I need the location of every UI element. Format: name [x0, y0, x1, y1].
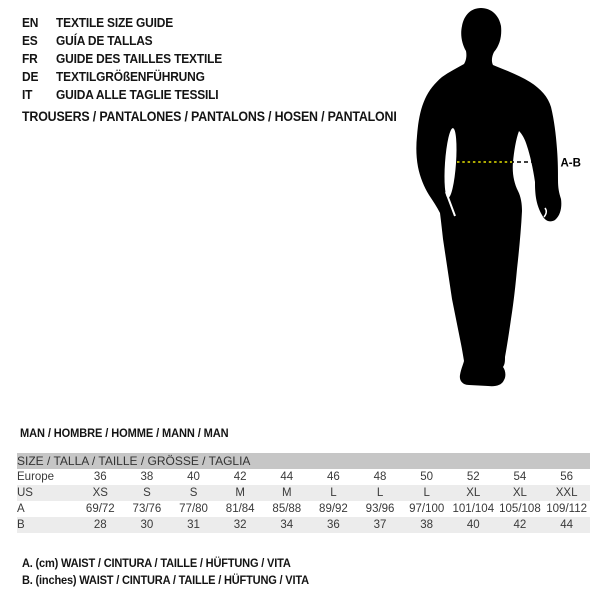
footnotes — [22, 555, 334, 589]
cell: XL — [466, 487, 481, 499]
table-row-us — [17, 485, 590, 501]
cell: 69/72 — [85, 503, 115, 515]
row-label: A — [17, 503, 25, 515]
footnote-a: A. (cm) WAIST / CINTURA / TAILLE / HÜFTUNG / VITA — [22, 556, 291, 570]
row-label: US — [17, 487, 33, 499]
language-row-es — [22, 31, 222, 49]
language-code: IT — [22, 86, 33, 102]
size-table — [17, 453, 590, 533]
language-label: GUIDE DES TAILLES TEXTILE — [56, 50, 222, 66]
cell: XS — [92, 487, 108, 499]
cell: 40 — [187, 471, 200, 483]
cell: 97/100 — [409, 503, 445, 515]
garment-category-title: TROUSERS / PANTALONES / PANTALONS / HOSEN / PANTALONI — [22, 109, 397, 124]
language-label: GUIDA ALLE TAGLIE TESSILI — [56, 86, 219, 102]
cell: 30 — [140, 519, 154, 531]
man-silhouette — [416, 8, 561, 386]
cell: 89/92 — [319, 503, 348, 515]
man-silhouette-figure — [405, 0, 595, 400]
row-label: Europe — [17, 471, 55, 483]
size-table-header: SIZE / TALLA / TAILLE / GRÖSSE / TAGLIA — [17, 453, 590, 469]
language-label: TEXTILE SIZE GUIDE — [56, 14, 174, 30]
table-row-b-inches — [17, 517, 590, 533]
man-silhouette-svg — [405, 0, 595, 400]
cell: 40 — [466, 519, 480, 531]
cell: 38 — [420, 519, 434, 531]
cell: S — [143, 487, 151, 499]
cell: M — [235, 487, 245, 499]
cell: 48 — [373, 471, 387, 483]
cell: 81/84 — [225, 503, 255, 515]
cell: 54 — [513, 471, 527, 483]
cell: L — [376, 487, 384, 499]
measure-label: A-B — [560, 157, 581, 170]
cell: 32 — [233, 519, 247, 531]
cell: L — [330, 487, 337, 499]
language-label: TEXTILGRÖßENFÜHRUNG — [56, 68, 205, 84]
cell: 31 — [187, 519, 200, 531]
cell: 42 — [233, 471, 247, 483]
cell: 56 — [560, 471, 574, 483]
cell: M — [282, 487, 292, 499]
cell: 28 — [93, 519, 107, 531]
cell: S — [189, 487, 198, 499]
language-code: ES — [22, 32, 38, 48]
language-row-de — [22, 67, 222, 85]
cell: 52 — [466, 471, 480, 483]
row-label: B — [17, 519, 25, 531]
cell: 109/112 — [546, 503, 587, 515]
cell: 46 — [327, 471, 340, 483]
language-code: DE — [22, 68, 39, 84]
cell: 105/108 — [499, 503, 541, 515]
cell: XXL — [555, 487, 578, 499]
cell: L — [423, 487, 430, 499]
cell: 50 — [420, 471, 434, 483]
cell: 101/104 — [452, 503, 495, 515]
language-list — [22, 13, 239, 103]
footnote-b: B. (inches) WAIST / CINTURA / TAILLE / HÜFTUNG / VITA — [22, 573, 309, 587]
section-title-man: MAN / HOMBRE / HOMME / MANN / MAN — [20, 426, 229, 440]
language-row-it — [22, 85, 222, 103]
cell: 36 — [327, 519, 340, 531]
language-code: EN — [22, 14, 39, 30]
cell: 38 — [140, 471, 154, 483]
table-row-europe — [17, 469, 590, 485]
table-row-a-cm — [17, 501, 590, 517]
cell: 93/96 — [365, 503, 395, 515]
cell: 73/76 — [132, 503, 162, 515]
cell: 85/88 — [272, 503, 302, 515]
cell: 44 — [560, 519, 574, 531]
size-table-header-row — [17, 453, 590, 469]
cell: 42 — [513, 519, 527, 531]
cell: 34 — [280, 519, 294, 531]
cell: 44 — [280, 471, 294, 483]
cell: 37 — [373, 519, 387, 531]
language-label: GUÍA DE TALLAS — [56, 32, 153, 48]
language-code: FR — [22, 50, 38, 66]
language-row-fr — [22, 49, 222, 67]
cell: 36 — [93, 471, 107, 483]
cell: XL — [512, 487, 527, 499]
language-row-en — [22, 13, 222, 31]
cell: 77/80 — [179, 503, 208, 515]
